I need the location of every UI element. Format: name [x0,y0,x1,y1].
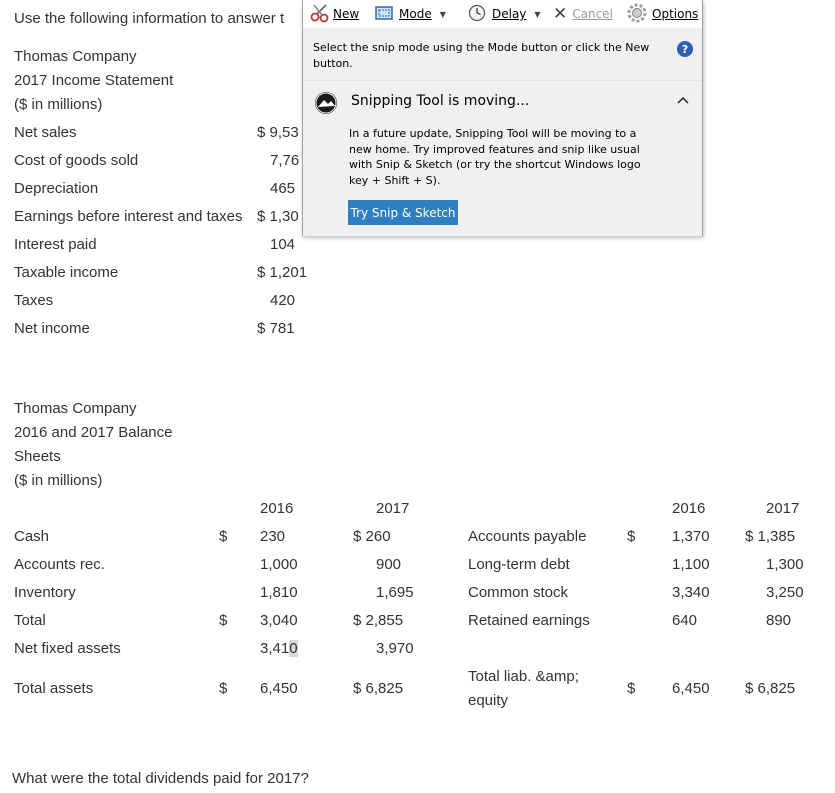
income-row-label: Depreciation [14,180,99,197]
cancel-button-label: Cancel [572,7,613,21]
liability-value-2016: 1,100 [672,556,710,573]
delay-button-label: Delay [492,7,527,21]
delay-button[interactable] [468,0,541,28]
asset-value-2017: 900 [376,556,402,573]
asset-value-2016: 1,810 [260,584,298,601]
liability-value-2017: 3,250 [766,584,804,601]
close-icon: ✕ [553,4,568,24]
mode-icon [375,6,393,23]
income-row-value: $ 1,30 [257,208,299,225]
liability-label-line2: equity [468,692,509,709]
income-row-label: Net sales [14,124,77,141]
liability-value-2017: $ 6,825 [745,680,796,697]
new-button-label: New [333,7,360,21]
income-units: ($ in millions) [14,96,103,113]
scissors-icon [309,2,331,27]
asset-label: Net fixed assets [14,640,121,657]
asset-label: Total assets [14,680,94,697]
income-row-label: Net income [14,320,90,337]
income-row-value: $ 9,53 [257,124,299,141]
asset-value-2017: $ 2,855 [353,612,404,629]
text-selection-highlight: 0 [289,640,298,657]
asset-label: Total [14,612,46,629]
snipping-toolbar [303,0,702,28]
liability-value-2016: 3,340 [672,584,710,601]
new-button[interactable] [309,0,359,28]
cancel-button[interactable] [553,0,613,28]
asset-value-2016 [260,640,298,657]
income-row-value: $ 781 [257,320,295,337]
asset-dollar-2016: $ [219,612,228,629]
income-company: Thomas Company [14,48,137,65]
income-row-label: Taxes [14,292,54,309]
chevron-up-icon[interactable] [677,93,689,108]
asset-label: Inventory [14,584,76,601]
asset-value-2016: 230 [260,528,286,545]
notice-body: In a future update, Snipping Tool will be moving to a new home. Try improved features and snip like usual with Snip & Sketch (or try the shortcut Windows logo key + Shift + S). [349,127,641,187]
income-row-value: 7,76 [270,152,300,169]
asset-value-2016: 1,000 [260,556,298,573]
clock-icon [468,4,486,25]
income-row-value: 104 [270,236,296,253]
liability-value-2017: 890 [766,612,792,629]
help-icon[interactable]: ? [677,41,693,57]
question-text: What were the total dividends paid for 2017? [12,770,309,787]
liability-label: Common stock [468,584,569,601]
liability-value-2016: 640 [672,612,698,629]
mode-button[interactable] [375,0,446,28]
income-row-value: $ 1,201 [257,264,308,281]
liability-label-line1: Total liab. &amp; [468,668,579,685]
asset-value-2017: 1,695 [376,584,414,601]
liability-label: Retained earnings [468,612,590,629]
liability-label: Long-term debt [468,556,570,573]
income-row-value: 420 [270,292,296,309]
liability-dollar-2016: $ [627,680,636,697]
liability-value-2017: 1,300 [766,556,804,573]
assets-year-2016: 2016 [260,500,294,517]
liability-value-2016: 6,450 [672,680,710,697]
asset-value-2016: 3,040 [260,612,298,629]
asset-value-2017: 3,970 [376,640,414,657]
balance-title-line2: Sheets [14,448,61,465]
asset-label: Accounts rec. [14,556,105,573]
asset-dollar-2016: $ [219,528,228,545]
liability-value-2016: 1,370 [672,528,710,545]
asset-dollar-2016: $ [219,680,228,697]
snip-sketch-icon [315,92,337,114]
income-title: 2017 Income Statement [14,72,174,89]
asset-value-2016: 6,450 [260,680,298,697]
intro-text: Use the following information to answer t [14,10,285,27]
asset-value-2017: $ 260 [353,528,391,545]
income-row-label: Taxable income [14,264,119,281]
snipping-tool-window [302,0,703,236]
gear-icon [626,2,648,27]
liability-dollar-2016: $ [627,528,636,545]
dropdown-arrow-icon: ▼ [439,9,446,19]
income-row-label: Earnings before interest and taxes [14,208,243,225]
liab-year-2016: 2016 [672,500,706,517]
balance-units: ($ in millions) [14,472,103,489]
try-snip-sketch-button[interactable]: Try Snip & Sketch [348,200,458,225]
mode-button-label: Mode [399,7,432,21]
liability-label: Accounts payable [468,528,587,545]
asset-value-2017: $ 6,825 [353,680,404,697]
income-row-value: 465 [270,180,296,197]
income-row-label: Cost of goods sold [14,152,139,169]
income-row-label: Interest paid [14,236,97,253]
options-button-label: Options [652,7,699,21]
liability-value-2017: $ 1,385 [745,528,796,545]
asset-value-2016-main: 3,41 [260,640,290,657]
options-button[interactable] [626,0,698,28]
balance-title-line1: 2016 and 2017 Balance [14,424,173,441]
assets-year-2017: 2017 [376,500,410,517]
liab-year-2017: 2017 [766,500,800,517]
mode-help-text: Select the snip mode using the Mode button or click the New button. [313,41,650,70]
asset-label: Cash [14,528,50,545]
notice-title: Snipping Tool is moving... [351,93,530,109]
dropdown-arrow-icon: ▼ [534,9,541,19]
balance-company: Thomas Company [14,400,137,417]
